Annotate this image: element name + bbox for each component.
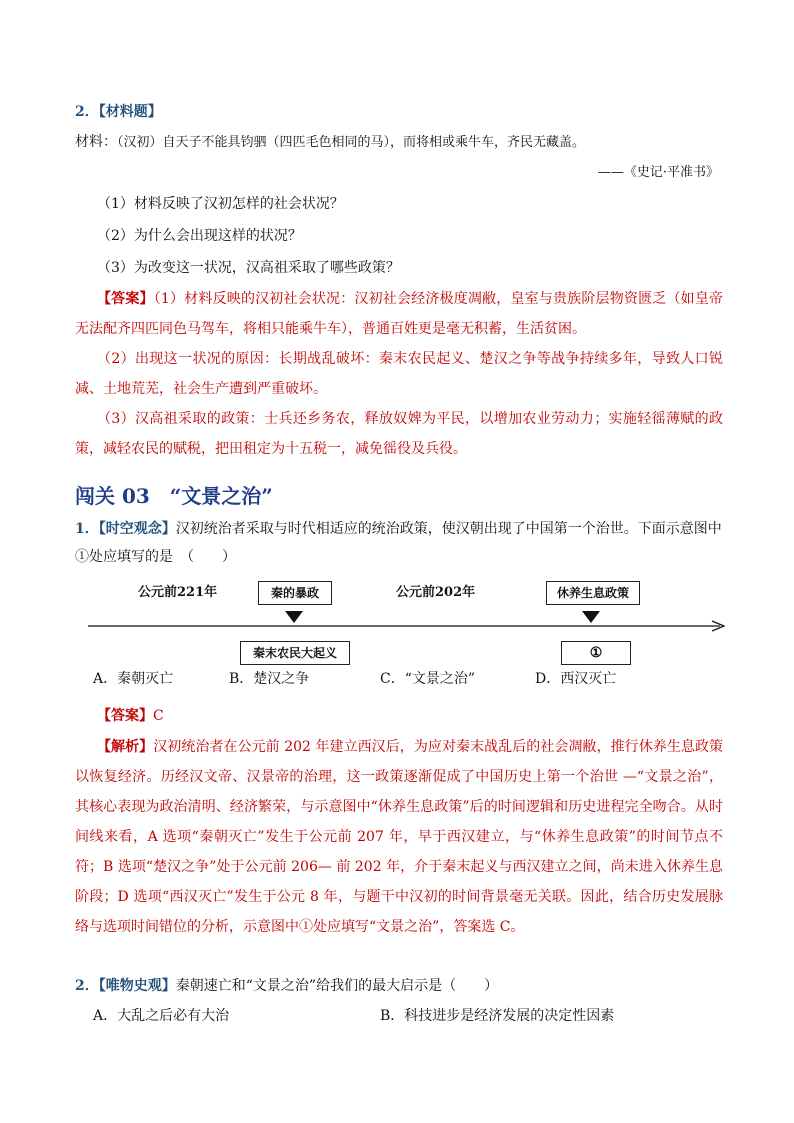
q2-option-a[interactable]: A．大乱之后必有大治 xyxy=(93,1008,230,1024)
q2-material-header xyxy=(75,98,162,127)
analysis-block xyxy=(75,732,723,942)
answer-para-2: （2）出现这一状况的原因：长期战乱破坏：秦末农民起义、楚汉之争等战争持续多年，导致人口锐减、土地荒芜，社会生产遭到严重破坏。 xyxy=(75,351,723,397)
q1-option-b[interactable]: B．楚汉之争 xyxy=(229,671,310,687)
q1-answer xyxy=(97,702,164,731)
timeline-label-202bc: 公元前202年 xyxy=(396,585,476,600)
answer-para-1 xyxy=(75,284,723,344)
sub-question-3: （3）为改变这一状况，汉高祖采取了哪些政策？ xyxy=(97,260,400,276)
answer-tag: 【答案】 xyxy=(97,708,153,724)
timeline-axis xyxy=(88,578,728,668)
answer-text-1: （1）材料反映的汉初社会状况：汉初社会经济极度凋敝，皇室与贵族阶层物资匮乏（如皇帝无法配齐四匹同色马驾车，将相只能乘牛车），普通百姓更是毫无积蓄，生活贫困。 xyxy=(75,291,724,337)
analysis-para xyxy=(75,732,723,942)
question-number: 2． xyxy=(75,978,99,994)
question-tag: 【材料题】 xyxy=(98,104,162,120)
question-tag: 【唯物史观】 xyxy=(98,978,176,994)
material-prefix: 材料： xyxy=(75,134,117,150)
q2-option-b[interactable]: B．科技进步是经济发展的决定性因素 xyxy=(380,1008,615,1024)
q1-stem xyxy=(75,515,723,571)
box-blank-1: ① xyxy=(561,641,631,665)
q1-stem-block xyxy=(75,515,723,571)
q2-stem-text: 秦朝速亡和“文景之治”给我们的最大启示是（ ） xyxy=(175,978,499,994)
q1-stem-text: 汉初统治者采取与时代相适应的统治政策，使汉朝出现了中国第一个治世。下面示意图中①处应填写的是 （ ） xyxy=(75,521,722,565)
analysis-text: 汉初统治者在公元前 202 年建立西汉后，为应对秦末战乱后的社会凋敝，推行休养生息政策以恢复经济。历经汉文帝、汉景帝的治理，这一政策逐渐促成了中国历史上第一个治世 —“文景之治”，其核心表现为政治清明、经济繁荣，与示意图中“休养生息政策”后的时间逻辑和历史进程完全吻合。从时间线来看，A 选项“秦朝灭亡”发生于公元前 207 年，早于西汉建立，与“休养生息政策”的时间节点不符；B 选项“楚汉之争”处于公元前 206— 前 202 年，介于秦末起义与西汉建立之间，尚未进入休养生息阶段；D 选项“西汉灭亡”发生于公元 8 年，与题干中汉初的时间背景毫无关联。因此，结合历史发展脉络与选项时间错位的分析，示意图中①处应填写“文景之治”，答案选 C。 xyxy=(75,739,724,935)
section-title: 闯关 03 “文景之治” xyxy=(75,484,273,508)
answer-tag: 【答案】 xyxy=(97,291,154,307)
sub-question-1: （1）材料反映了汉初怎样的社会状况？ xyxy=(97,196,344,212)
q2-stem xyxy=(75,972,498,1001)
answer-value: C xyxy=(153,708,164,724)
answer-block xyxy=(75,284,723,464)
q1-option-d[interactable]: D．西汉灭亡 xyxy=(535,671,617,687)
box-qin-uprising: 秦末农民大起义 xyxy=(240,641,350,665)
q1-option-c[interactable]: C．“文景之治” xyxy=(380,671,476,687)
q1-option-a[interactable]: A．秦朝灭亡 xyxy=(93,671,174,687)
material-line xyxy=(75,128,585,157)
material-source: ——《史记·平准书》 xyxy=(597,165,719,180)
question-number: 1． xyxy=(75,521,99,537)
box-qin-tyranny: 秦的暴政 xyxy=(258,581,332,605)
arrow-down-2 xyxy=(582,611,600,623)
timeline-diagram xyxy=(88,578,728,668)
material-text: （汉初）自天子不能具钧驷（四匹毛色相同的马），而将相或乘牛车，齐民无藏盖。 xyxy=(117,135,586,150)
arrow-down-1 xyxy=(285,611,303,623)
question-number: 2． xyxy=(75,104,99,120)
answer-para-3: （3）汉高祖采取的政策：士兵还乡务农，释放奴婢为平民，以增加农业劳动力；实施轻徭薄赋的政策，减轻农民的赋税，把田租定为十五税一，减免徭役及兵役。 xyxy=(75,411,723,457)
analysis-tag: 【解析】 xyxy=(97,739,154,755)
box-recuperation-policy: 休养生息政策 xyxy=(546,581,640,605)
timeline-label-221bc: 公元前221年 xyxy=(138,585,218,600)
question-tag: 【时空观念】 xyxy=(98,521,176,537)
sub-question-2: （2）为什么会出现这样的状况？ xyxy=(97,228,302,244)
